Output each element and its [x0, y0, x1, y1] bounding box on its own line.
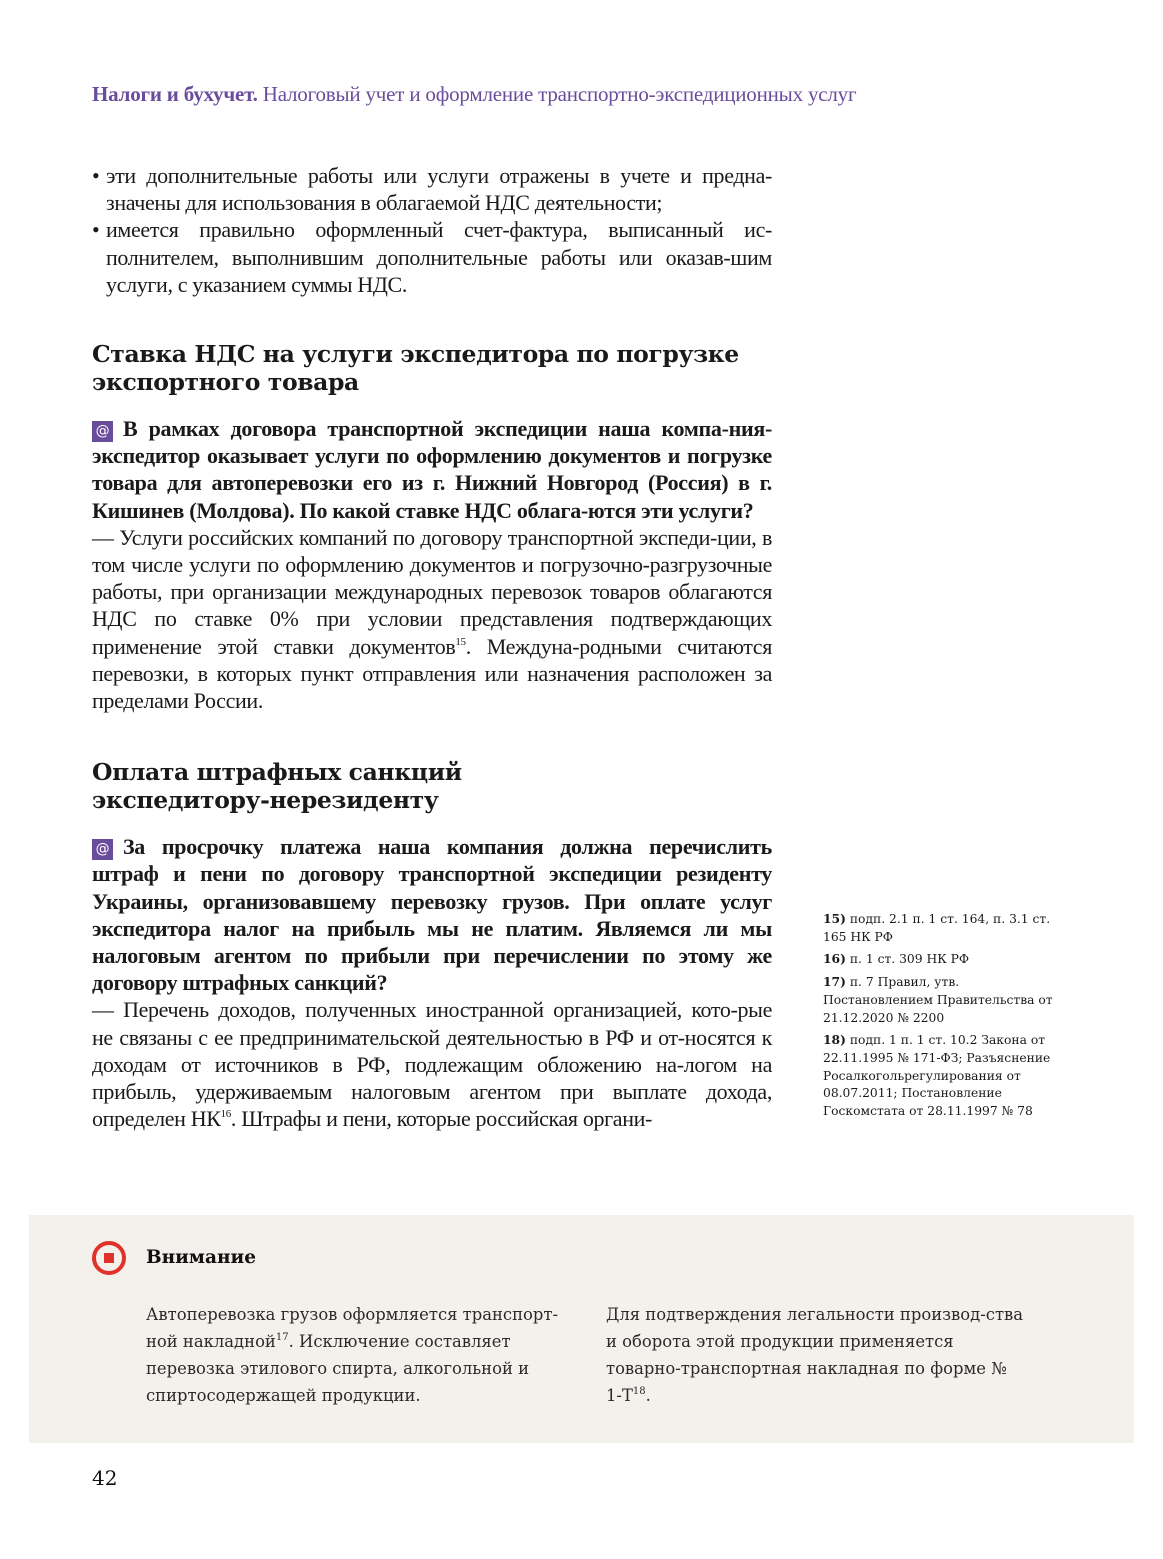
callout-text: . Исключение составляет перевозка этилового спирта, алкогольной и спиртосодержащей продукции.: [146, 1332, 530, 1405]
footnote-15: [823, 910, 1053, 946]
intro-bullet-list: [92, 162, 772, 298]
question: [92, 415, 772, 524]
footnote-text: п. 1 ст. 309 НК РФ: [849, 952, 970, 967]
footnote-number: 17): [823, 974, 846, 990]
answer: [92, 996, 772, 1132]
question-at-icon: @: [92, 839, 113, 860]
footnote-text: подп. 1 п. 1 ст. 10.2 Закона от 22.11.1995 № 171-ФЗ; Разъяснение Росалкогольрегулирования от 08.07.2011; Постановление Госкомстата от 28.11.1997 № 78: [823, 1033, 1051, 1119]
section-heading-vat-rate: [92, 340, 772, 396]
section-heading-penalties: [92, 758, 772, 814]
bullet-text: эти дополнительные работы или услуги отражены в учете и предна-значены для использования в облагаемой НДС деятельности;: [106, 163, 772, 216]
page-number: 42: [92, 1466, 118, 1490]
answer-text: . Штрафы и пени, которые российская органи-: [230, 1106, 653, 1132]
bullet-item: [92, 162, 772, 216]
footnote-ref[interactable]: 18: [632, 1386, 646, 1397]
answer-text: — Услуги российских компаний по договору транспортной экспеди-ции, в том числе услуги по оформлению документов и погрузочно-разгрузочные работы, при организации международных перевозок товаров облагаются НДС по ставке 0% при условии представления подтверждающих применение этой ставки документов: [92, 524, 772, 659]
heading-line: экспортного товара: [92, 368, 359, 397]
attention-callout: [29, 1215, 1134, 1443]
heading-line: экспедитору-нерезиденту: [92, 786, 439, 815]
footnote-ref[interactable]: 15: [455, 635, 466, 648]
question-text: За просрочку платежа наша компания должна перечислить штраф и пени по договору транспортной экспедиции резиденту Украины, организовавшему перевозку грузов. При оплате услуг экспедитора налог на прибыль мы не платим. Являемся ли мы налоговым агентом по прибыли при перечислении по этому же договору штрафных санкций?: [92, 834, 772, 996]
footnotes: [823, 910, 1053, 1125]
footnote-text: п. 7 Правил, утв. Постановлением Правительства от 21.12.2020 № 2200: [823, 975, 1053, 1025]
bullet-icon: •: [92, 163, 100, 188]
answer: [92, 524, 772, 714]
answer-text: . Междуна-родными считаются перевозки, в которых пункт отправления или назначения расположен за пределами России.: [92, 633, 772, 714]
running-head: [92, 82, 856, 107]
footnote-number: 16): [823, 951, 846, 967]
footnote-number: 18): [823, 1032, 846, 1048]
footnote-18: [823, 1031, 1053, 1121]
running-head-section: Налоги и бухучет.: [92, 82, 258, 106]
question: [92, 833, 772, 996]
footnote-number: 15): [823, 911, 846, 926]
footnote-16: [823, 950, 1053, 969]
question-at-icon: @: [92, 421, 113, 442]
heading-line: Оплата штрафных санкций: [92, 758, 462, 787]
callout-text: Автоперевозка грузов оформляется транспорт-ной накладной: [146, 1305, 559, 1351]
footnote-text: подп. 2.1 п. 1 ст. 164, п. 3.1 ст. 165 НК РФ: [823, 912, 1051, 944]
bullet-text: имеется правильно оформленный счет-фактура, выписанный ис-полнителем, выполнившим дополнительные работы или оказав-шим услуги, с указанием суммы НДС.: [106, 217, 772, 297]
bullet-item: [92, 216, 772, 298]
scalloped-edge: [29, 1212, 1134, 1218]
callout-text: .: [645, 1386, 651, 1405]
bullet-icon: •: [92, 217, 100, 243]
callout-title: Внимание: [146, 1247, 256, 1268]
question-text: В рамках договора транспортной экспедиции наша компа-ния-экспедитор оказывает услуги по оформлению документов и погрузке товара для автоперевозки его из г. Нижний Новгород (Россия) в г. Кишинев (Молдова). По какой ставке НДС облага-ются эти услуги?: [92, 416, 772, 523]
heading-line: Ставка НДС на услуги экспедитора по погрузке: [92, 340, 739, 369]
footnote-ref[interactable]: 17: [275, 1332, 289, 1343]
footnote-17: [823, 973, 1053, 1027]
callout-text: Для подтверждения легальности производ-ства и оборота этой продукции применяется товарно-транспортная накладная по форме № 1-Т: [606, 1305, 1024, 1405]
stop-icon: [92, 1241, 126, 1275]
callout-column-right: [606, 1301, 1026, 1409]
callout-column-left: [146, 1301, 576, 1409]
footnote-ref[interactable]: 16: [220, 1108, 231, 1121]
main-column: [92, 162, 772, 1132]
running-head-title: Налоговый учет и оформление транспортно-экспедиционных услуг: [262, 82, 857, 106]
answer-text: — Перечень доходов, полученных иностранной организацией, кото-рые не связаны с ее предпринимательской деятельностью в РФ и от-носятся к доходам от источников в РФ, подлежащим обложению на-логом на прибыль, удерживаемым налоговым агентом при выплате дохода, определен НК: [92, 997, 772, 1132]
